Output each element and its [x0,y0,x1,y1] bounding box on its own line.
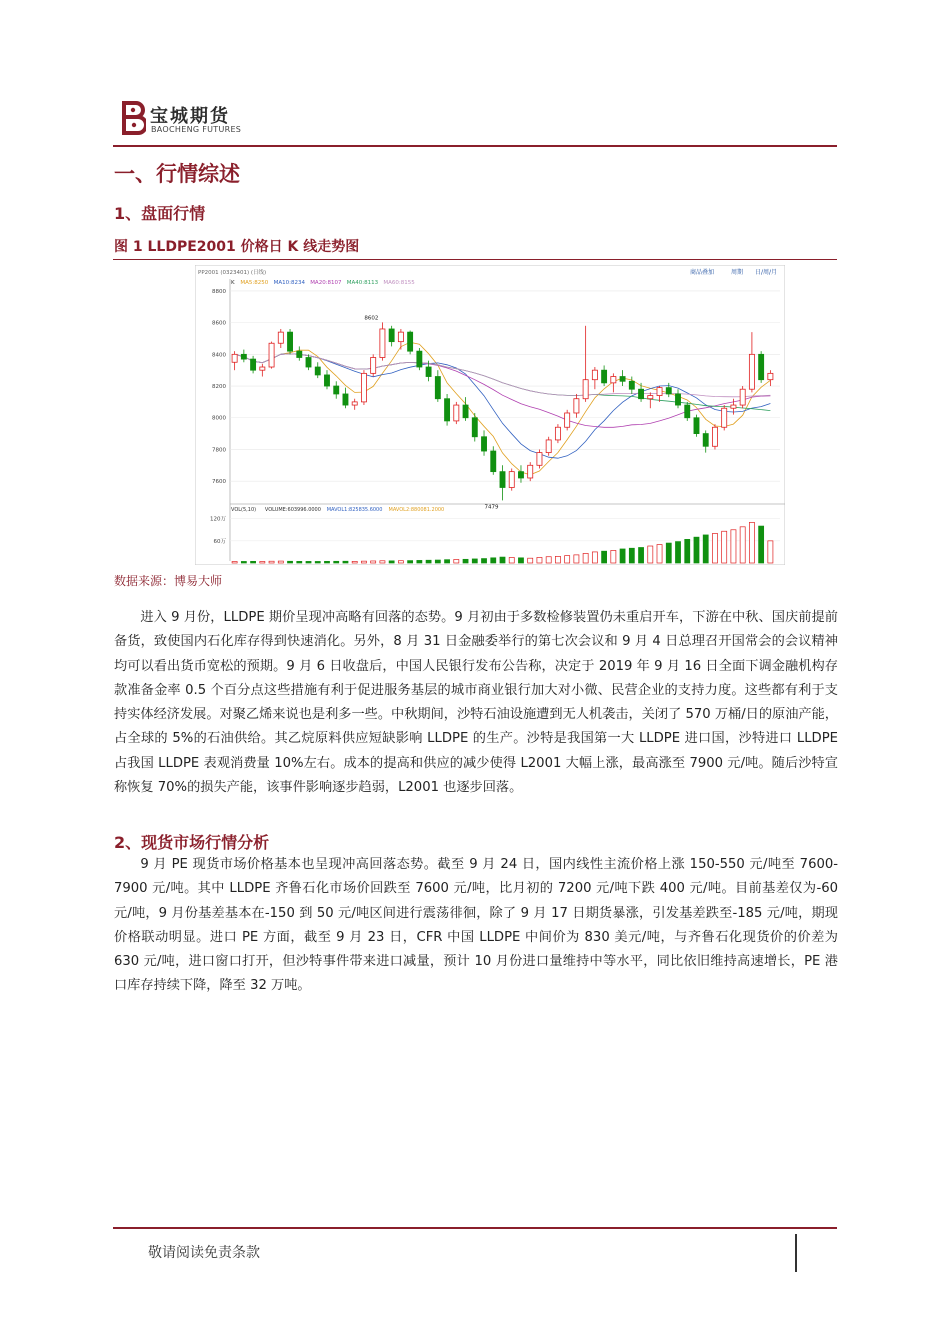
price-annotation: 8602 [364,315,379,322]
volume-bar [278,561,283,563]
figure-divider [113,259,837,260]
volume-legend-item: MAVOL2:880081.2000 [388,507,445,513]
candle-body [435,377,440,399]
candle-body [463,405,468,418]
volume-bar [509,557,514,563]
candle-body [408,332,413,351]
price-annotation: 7479 [484,504,499,511]
candle-body [241,354,246,359]
candle-body [361,373,366,402]
candle-body [288,332,293,351]
ma-legend-item: MA60:8155 [383,280,415,286]
candle-body [768,373,773,379]
volume-bar [463,559,468,563]
price-tick-label: 8200 [212,384,226,391]
volume-legend-item: VOLUME:603996.0000 [264,507,321,513]
volume-tick-label: 120万 [210,516,226,523]
volume-bar [620,549,625,563]
volume-bar [602,551,607,563]
candle-body [472,418,477,437]
volume-bar [648,546,653,563]
candle-body [260,367,265,370]
volume-bar [722,531,727,563]
volume-bar [417,560,422,563]
volume-bar [675,542,680,563]
volume-bar [454,559,459,563]
ma-legend-item: K [231,280,235,286]
ma-legend-item: MA20:8107 [310,280,342,286]
link-day-week-month[interactable]: 日/周/月 [755,269,778,276]
candle-body [518,472,523,478]
volume-tick-label: 60万 [213,538,226,545]
logo-chinese-name: 宝城期货 [150,106,230,127]
candle-body [417,351,422,367]
paragraph-spot-analysis: 9 月 PE 现货市场价格基本也呈现冲高回落态势。截至 9 月 24 日，国内线性主流价格上涨 150-550 元/吨至 7600-7900 元/吨。其中 LLDPE 齐鲁石化市场价回跌至 7600 元/吨，比月初的 7200 元/吨下跌 400 元/吨。目前基差仅为-60 元/吨，9 月份基差基本在-150 到 50 元/吨区间进行震荡徘徊，除了 9 月 17 日期货暴涨，引发基差跌至-185 元/吨，期现价格联动明显。进口 PE 方面，截至 9 月 23 日，CFR 中国 LLDPE 中间价为 830 美元/吨，与齐鲁石化现货价的价差为 630 元/吨，进口窗口打开，但沙特事件带来进口减量，预计 10 月份进口量维持中等水平，同比依旧维持高速增长，PE 港口库存持续下降，降至 32 万吨。 [114,857,838,994]
candle-body [657,388,662,396]
volume-bar [398,561,403,563]
candle-body [509,472,514,488]
volume-bar [315,561,320,563]
logo-mark-icon [120,100,146,136]
volume-bar [528,558,533,563]
volume-bar [703,535,708,563]
candle-body [343,394,348,405]
volume-bar [629,548,634,563]
candle-body [445,399,450,421]
figure-source: 数据来源：博易大师 [114,574,223,588]
candle-body [666,388,671,394]
candle-body [306,358,311,368]
ma-legend [231,280,415,286]
volume-bar [555,556,560,563]
volume-bar [685,539,690,563]
price-tick-label: 8800 [212,288,226,295]
candle-body [232,354,237,362]
candle-body [426,367,431,377]
volume-bar [537,557,542,563]
volume-bar [611,550,616,563]
volume-bar [592,552,597,563]
candle-body [491,451,496,472]
candle-body [611,377,616,383]
candle-body [352,402,357,405]
company-logo [120,100,320,140]
volume-bar [445,560,450,563]
volume-bar [500,557,505,563]
volume-bar [481,559,486,563]
section-title: 一、行情综述 [114,162,240,186]
link-commodity-overlay[interactable]: 商品叠加 [690,269,715,276]
candle-body [703,434,708,447]
logo-english-name: BAOCHENG FUTURES [151,125,242,134]
candle-body [722,408,727,427]
volume-bar [435,560,440,563]
candle-body [565,413,570,427]
volume-bar [639,547,644,563]
footer-divider [113,1227,837,1229]
volume-bar [712,533,717,563]
candle-body [555,427,560,440]
volume-bar [657,545,662,563]
contract-label: PP2001 (0323401) (日线) [198,270,267,276]
price-tick-label: 8000 [212,415,226,422]
ma-legend-item: MA40:8113 [346,280,379,286]
volume-bar [269,561,274,563]
ma-legend-item: MA5:8250 [240,280,269,286]
volume-bar [518,558,523,563]
volume-bar [694,537,699,563]
volume-bar [583,553,588,563]
candle-body [324,375,329,386]
volume-bar [251,561,256,563]
ma-legend-item: MA10:8234 [273,280,305,286]
candle-body [528,465,533,478]
volume-bar [241,561,246,563]
volume-bar [666,543,671,563]
volume-bar [361,561,366,563]
candle-body [675,394,680,405]
candle-body [648,396,653,399]
candle-body [537,453,542,466]
paragraph-futures-review: 进入 9 月份，LLDPE 期价呈现冲高略有回落的态势。9 月初由于多数检修装置仍未重启开车，下游在中秋、国庆前提前备货，致使国内石化库存得到快速消化。另外，8 月 31 日金融委举行的第七次会议和 9 月 4 日总理召开国常会的会议精神均可以看出货币宽松的预期。9 月 6 日收盘后，中国人民银行发布公告称，决定于 2019 年 9 月 16 日全面下调金融机构存款准备金率 0.5 个百分点这些措施有利于促进服务基层的城市商业银行加大对小微、民营企业的支持力度。这些都有利于支持实体经济发展。对聚乙烯来说也是利多一些。中秋期间，沙特石油设施遭到无人机袭击，关闭了 570 万桶/日的原油产能，占全球的 5%的石油供给。其乙烷原料供应短缺影响 LLDPE 的生产。沙特是我国第一大 LLDPE 进口国，沙特进口 LLDPE 占我国 LLDPE 表观消费量 10%左右。成本的提高和供应的减少使得 L2001 大幅上涨，最高涨至 7900 元/吨。随后沙特宣称恢复 70%的损失产能，该事件影响逐步趋弱，L2001 也逐步回落。 [114,610,838,796]
candle-body [389,329,394,342]
candle-body [740,389,745,405]
volume-bar [324,561,329,563]
volume-bar [306,561,311,563]
candle-body [481,437,486,451]
volume-bar [491,558,496,563]
candle-body [620,377,625,382]
volume-bar [232,562,237,563]
candle-body [694,418,699,434]
candle-body [639,389,644,399]
volume-bar [731,530,736,563]
footer-disclaimer: 敬请阅读免责条款 [148,1245,260,1261]
price-tick-label: 8400 [212,352,226,359]
volume-bar [334,561,339,563]
candle-body [398,332,403,342]
volume-bar [343,561,348,563]
candle-body [269,343,274,367]
candle-body [380,329,385,358]
volume-bar [408,561,413,563]
volume-bar [380,561,385,563]
candle-body [500,472,505,488]
candle-body [251,359,256,370]
candle-body [546,440,551,453]
volume-bar [352,561,357,563]
subsection-title-market: 1、盘面行情 [114,204,206,223]
candle-body [602,370,607,383]
price-tick-label: 7800 [212,447,226,454]
volume-bar [546,557,551,563]
candle-body [759,354,764,379]
subsection-title-spot: 2、现货市场行情分析 [114,833,270,852]
volume-bar [759,526,764,563]
candle-body [592,370,597,380]
candle-body [685,405,690,418]
candle-body [712,427,717,446]
kline-chart [195,265,785,565]
figure-title: 图 1 LLDPE2001 价格日 K 线走势图 [114,239,360,255]
volume-bar [472,559,477,563]
candle-body [731,405,736,408]
price-tick-label: 8600 [212,320,226,327]
volume-legend-item: VOL(5,10) [231,507,257,513]
volume-bar [768,541,773,563]
candle-body [454,405,459,421]
volume-bar [288,561,293,563]
candle-body [334,386,339,394]
volume-bar [574,555,579,563]
footer-bar [795,1234,797,1272]
volume-bar [297,561,302,563]
volume-bar [371,561,376,563]
candle-body [315,367,320,375]
kline-chart-svg [195,265,785,565]
volume-bar [740,527,745,563]
volume-bar [260,561,265,563]
candle-body [749,354,754,389]
link-period[interactable]: 周期 [731,269,744,276]
candle-body [574,399,579,413]
volume-bar [749,522,754,563]
volume-bar [389,561,394,563]
candle-body [583,380,588,399]
candle-body [629,381,634,389]
candle-body [297,351,302,357]
header-divider [113,145,837,147]
volume-bar [565,556,570,563]
candle-body [371,358,376,374]
volume-legend-item: MAVOL1:825835.6000 [326,507,383,513]
price-tick-label: 7600 [212,479,226,486]
volume-bar [426,560,431,563]
candle-body [278,332,283,343]
